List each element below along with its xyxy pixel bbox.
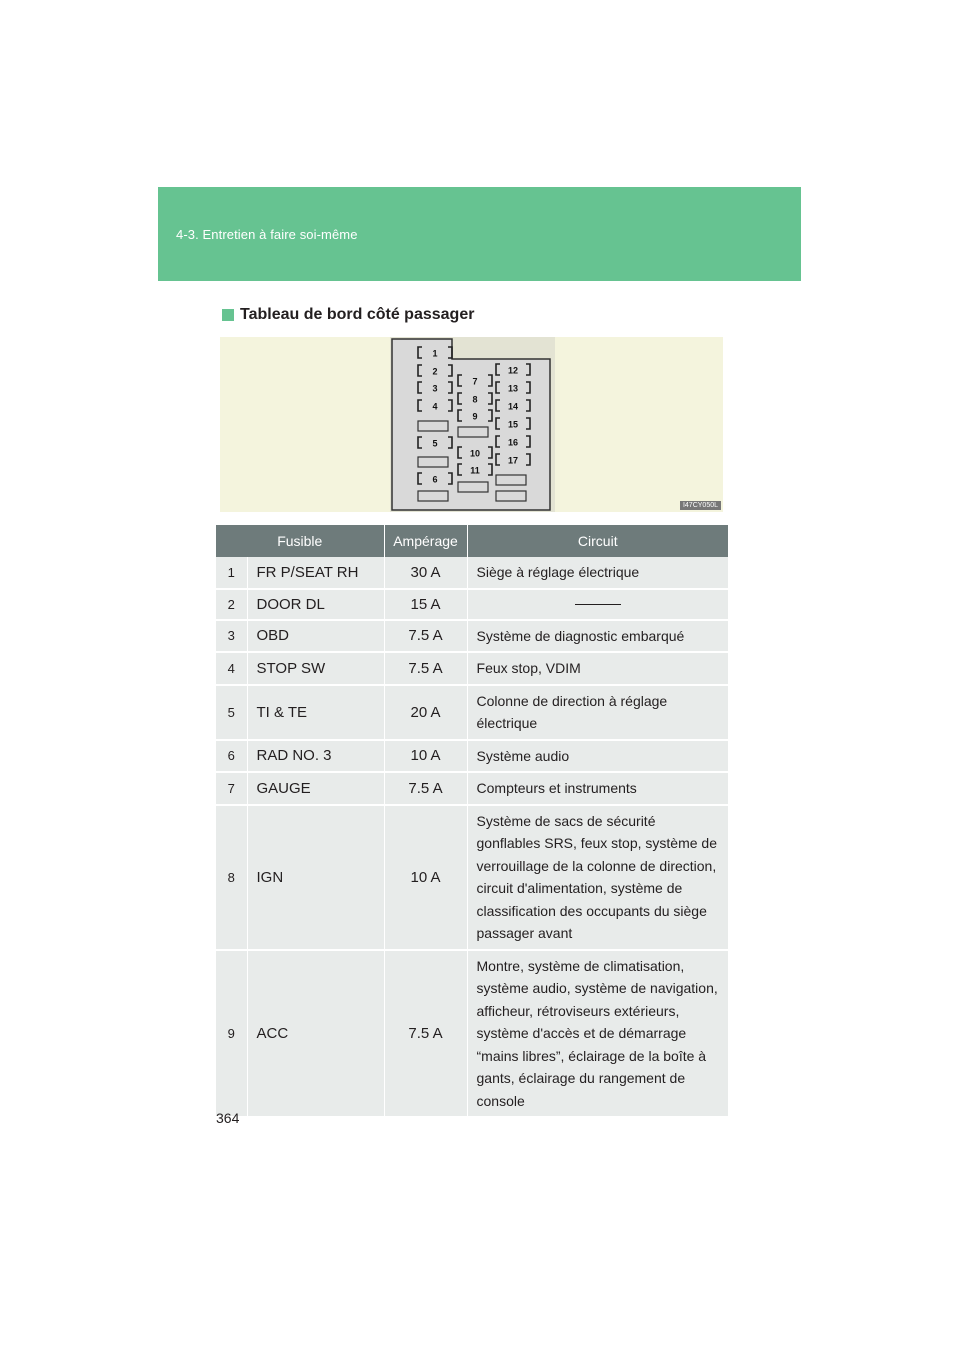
fuse-circuit: Système audio — [467, 740, 728, 773]
fuse-amperage: 7.5 A — [384, 950, 467, 1118]
section-title-text: Tableau de bord côté passager — [240, 306, 475, 323]
fuse-circuit: Montre, système de climatisation, système audio, système de navigation, afficheur, rétroviseurs extérieurs, système d'accès et de démarrage “mains libres”, éclairage de la boîte à gants, éclairage du rangement de console — [467, 950, 728, 1118]
fuse-slot-label: 15 — [507, 419, 519, 430]
fuse-circuit: Système de sacs de sécurité gonflables SRS, feux stop, système de verrouillage de la colonne de direction, circuit d'alimentation, système de classification des occupants du siège passager avant — [467, 805, 728, 950]
fuse-name: ACC — [247, 950, 384, 1118]
table-row — [216, 557, 728, 589]
section-title — [222, 306, 474, 324]
table-row — [216, 652, 728, 685]
fuse-slot-label: 14 — [507, 401, 519, 412]
fuse-amperage: 15 A — [384, 589, 467, 620]
fuse-name: DOOR DL — [247, 589, 384, 620]
fuse-box-diagram — [220, 337, 723, 512]
fuse-circuit-empty — [467, 589, 728, 620]
table-row — [216, 685, 728, 740]
fuse-number: 4 — [216, 652, 247, 685]
section-header-text: 4-3. Entretien à faire soi-même — [176, 227, 358, 242]
fuse-slot-label: 5 — [432, 438, 438, 449]
fuse-number: 2 — [216, 589, 247, 620]
square-bullet-icon — [222, 309, 234, 321]
fuse-number: 8 — [216, 805, 247, 950]
table-row — [216, 772, 728, 805]
fuse-name: FR P/SEAT RH — [247, 557, 384, 589]
header-fuse: Fusible — [216, 525, 384, 557]
fuse-number: 3 — [216, 620, 247, 653]
fuse-slot-label: 6 — [432, 474, 438, 485]
fuse-amperage: 10 A — [384, 805, 467, 950]
fuse-circuit: Système de diagnostic embarqué — [467, 620, 728, 653]
image-code: I47CY050L — [680, 501, 721, 510]
fuse-name: RAD NO. 3 — [247, 740, 384, 773]
fuse-slot-label: 10 — [469, 448, 481, 459]
fuse-number: 7 — [216, 772, 247, 805]
fuse-box-illustration — [220, 337, 723, 512]
fuse-circuit: Compteurs et instruments — [467, 772, 728, 805]
fuse-amperage: 20 A — [384, 685, 467, 740]
header-amp: Ampérage — [384, 525, 467, 557]
fuse-amperage: 7.5 A — [384, 620, 467, 653]
fuse-slot-label: 11 — [470, 465, 480, 476]
table-row — [216, 950, 728, 1118]
fuse-slot-label: 7 — [472, 376, 478, 387]
section-header-band — [158, 187, 801, 281]
fuse-slot-label: 13 — [507, 383, 519, 394]
table-header-row — [216, 525, 728, 557]
fuse-name: STOP SW — [247, 652, 384, 685]
header-circuit: Circuit — [467, 525, 728, 557]
fuse-number: 9 — [216, 950, 247, 1118]
table-row — [216, 620, 728, 653]
fuse-name: IGN — [247, 805, 384, 950]
fuse-table — [216, 525, 728, 1118]
table-row — [216, 740, 728, 773]
fuse-slot-label: 8 — [472, 394, 478, 405]
fuse-slot-label: 12 — [507, 365, 519, 376]
fuse-number: 6 — [216, 740, 247, 773]
fuse-name: GAUGE — [247, 772, 384, 805]
fuse-slot-label: 2 — [432, 366, 438, 377]
fuse-slot-label: 9 — [472, 411, 478, 422]
table-row — [216, 805, 728, 950]
fuse-slot-label: 3 — [432, 383, 438, 394]
fuse-circuit: Siège à réglage électrique — [467, 557, 728, 589]
fuse-slot-label: 17 — [507, 455, 519, 466]
fuse-slot-label: 1 — [432, 348, 438, 359]
fuse-name: OBD — [247, 620, 384, 653]
fuse-name: TI & TE — [247, 685, 384, 740]
fuse-number: 1 — [216, 557, 247, 589]
page-number: 364 — [216, 1110, 240, 1126]
fuse-number: 5 — [216, 685, 247, 740]
fuse-amperage: 7.5 A — [384, 772, 467, 805]
fuse-circuit: Feux stop, VDIM — [467, 652, 728, 685]
fuse-amperage: 7.5 A — [384, 652, 467, 685]
fuse-amperage: 30 A — [384, 557, 467, 589]
fuse-slot-label: 4 — [432, 401, 438, 412]
table-row — [216, 589, 728, 620]
fuse-slot-label: 16 — [507, 437, 519, 448]
dash-line — [575, 604, 621, 605]
fuse-circuit: Colonne de direction à réglage électrique — [467, 685, 728, 740]
fuse-amperage: 10 A — [384, 740, 467, 773]
